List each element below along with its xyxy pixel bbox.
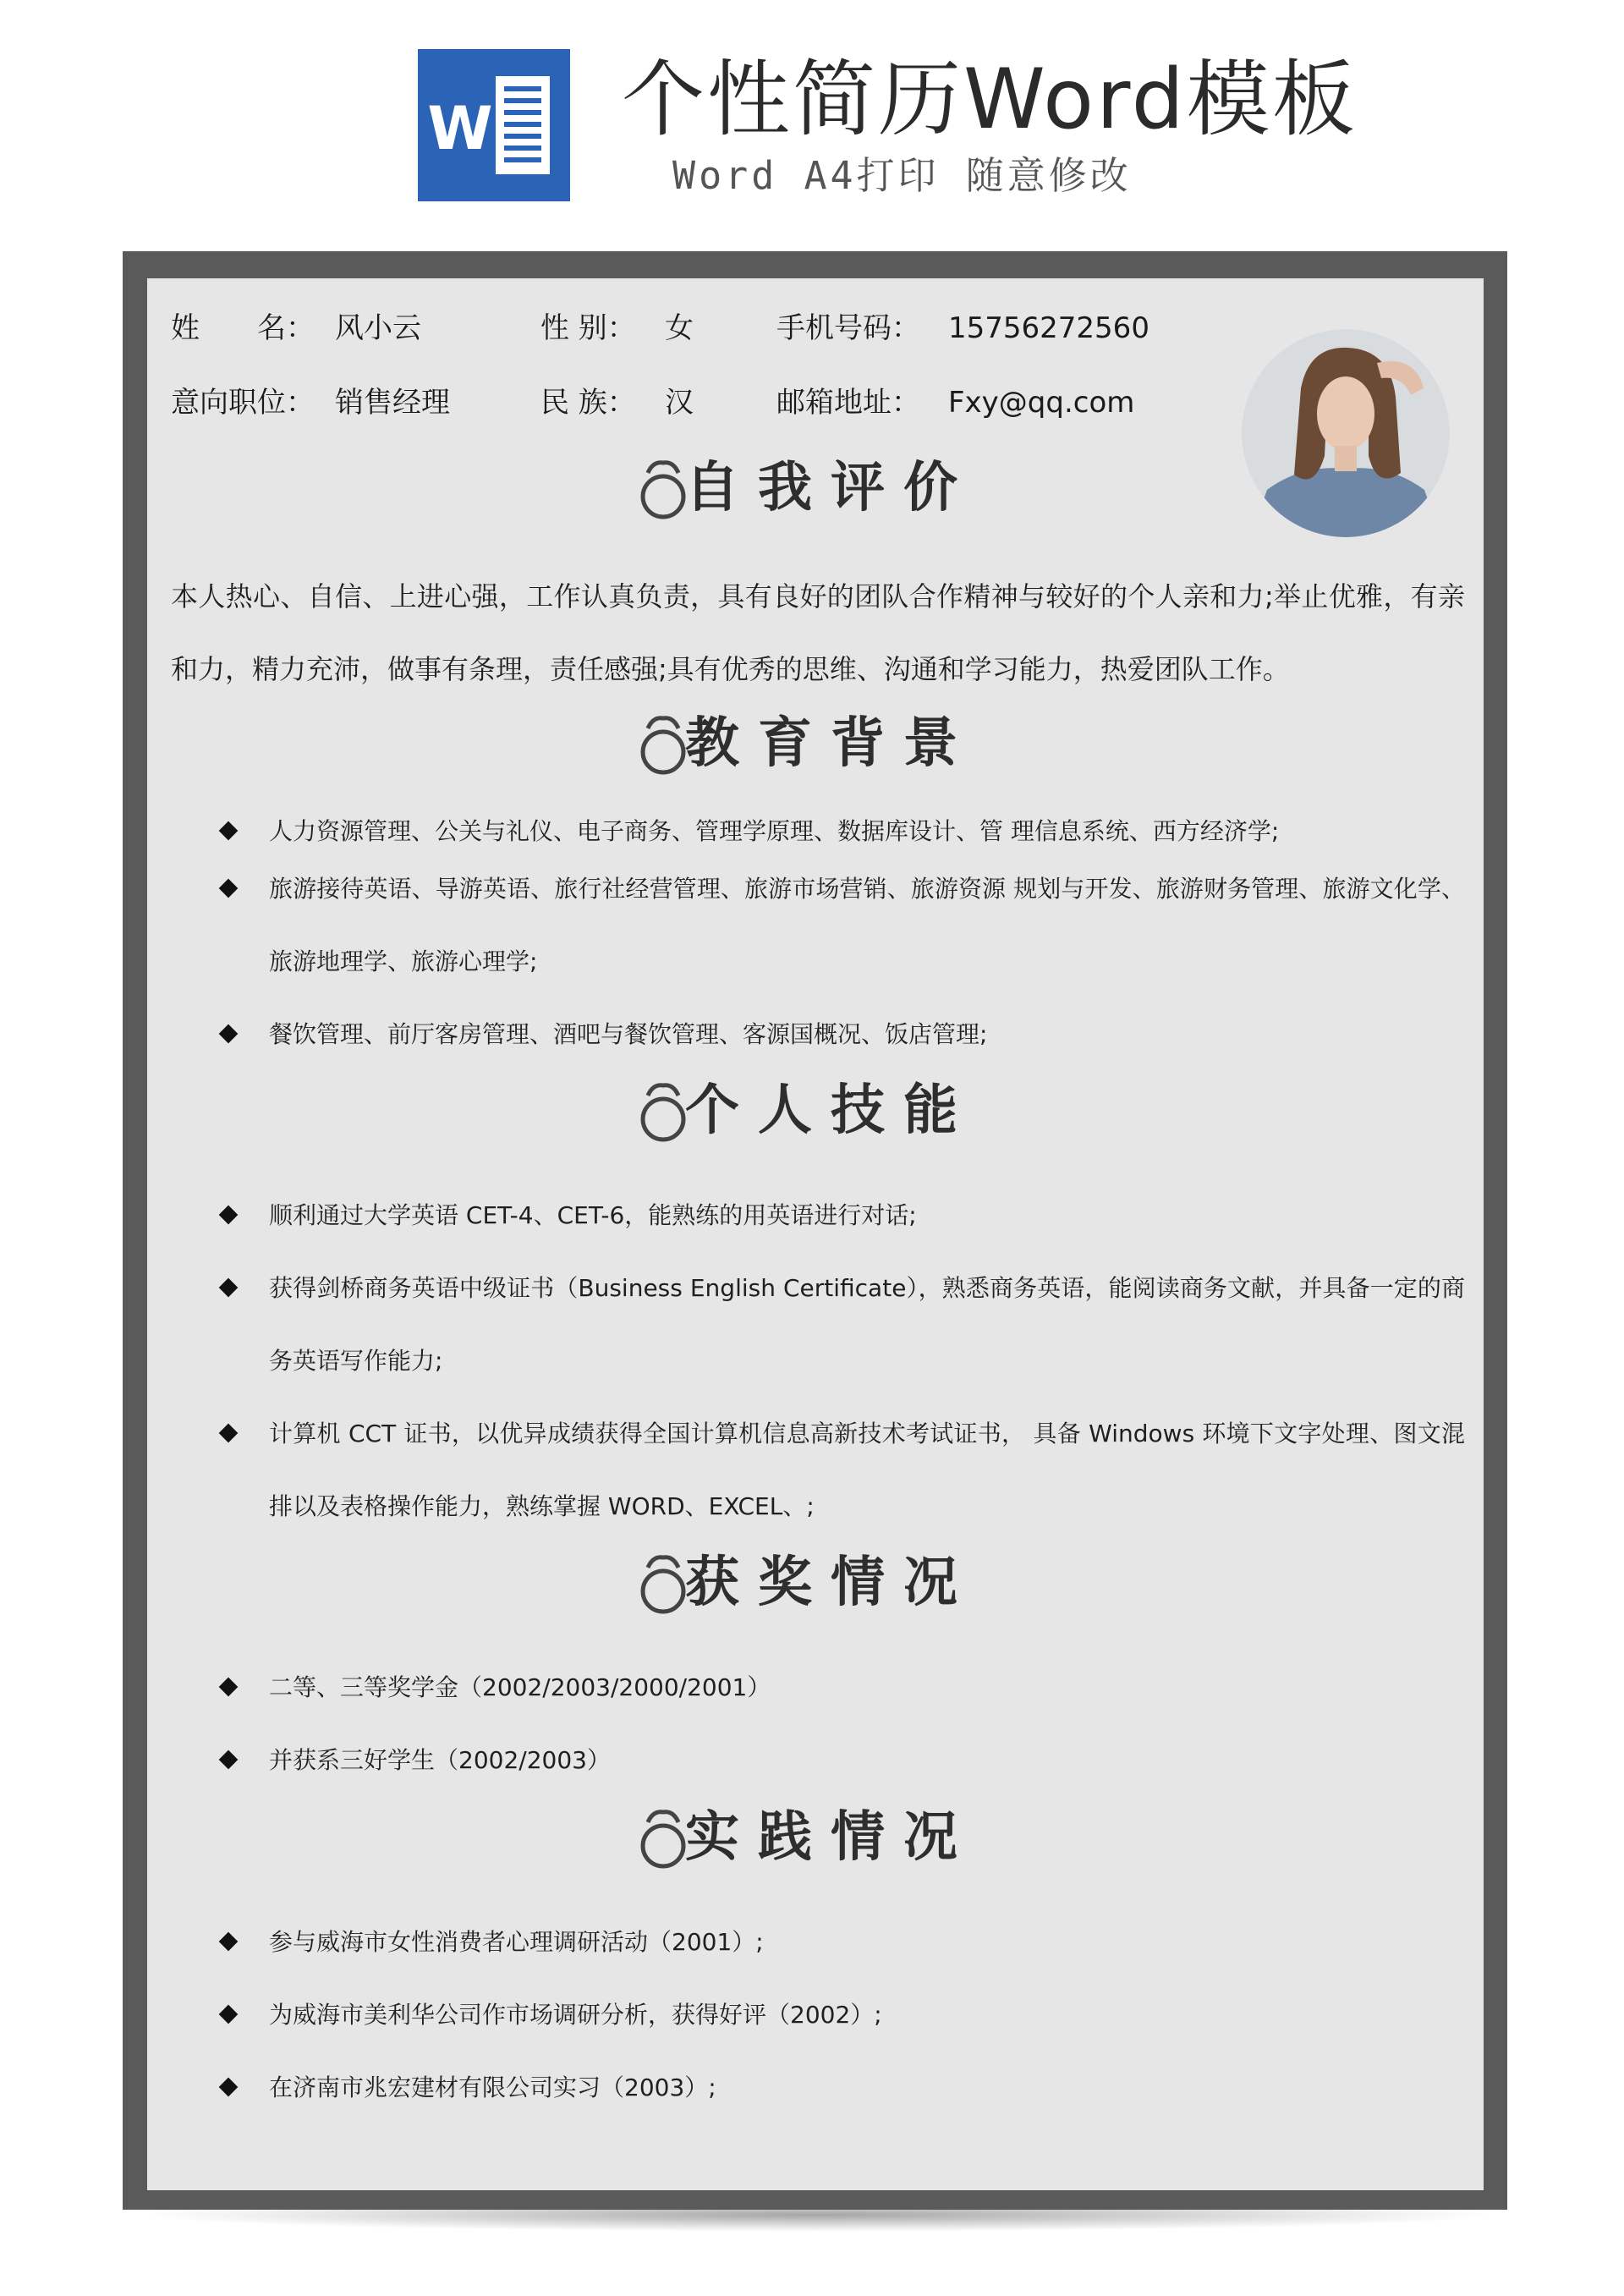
- bullet-diamond-icon: [219, 821, 239, 841]
- resume-page: [147, 278, 1484, 2190]
- info-row-2: [147, 382, 1204, 424]
- ring-icon: [638, 711, 689, 779]
- list-item-text: 在济南市兆宏建材有限公司实习（2003）;: [269, 2074, 716, 2101]
- position-value: 销售经理: [335, 386, 450, 420]
- position-label: 意向职位：: [171, 386, 315, 420]
- bullet-diamond-icon: [219, 1678, 239, 1697]
- ethnicity-label: 民 族：: [540, 386, 636, 420]
- list-item-text: 旅游接待英语、导游英语、旅行社经营管理、旅游市场营销、旅游资源 规划与开发、旅游财务管理、旅游文化学、旅游地理学、旅游心理学;: [269, 875, 1465, 975]
- self-eval-text: 本人热心、自信、上进心强，工作认真负责，具有良好的团队合作精神与较好的个人亲和力;举止优雅，有亲和力，精力充沛，做事有条理，责任感强;具有优秀的思维、沟通和学习能力，热爱团队工作。: [171, 580, 1465, 685]
- bullet-diamond-icon: [219, 1932, 239, 1952]
- ring-icon: [638, 1551, 689, 1618]
- list-item-text: 获得剑桥商务英语中级证书（Business English Certificate），熟悉商务英语，能阅读商务文献，并具备一定的商务英语写作能力;: [269, 1274, 1465, 1375]
- gender-value: 女: [665, 311, 694, 345]
- list-item-text: 参与威海市女性消费者心理调研活动（2001）;: [269, 1928, 764, 1956]
- skills-heading: 个人技能: [685, 1079, 976, 1142]
- bullet-diamond-icon: [219, 2078, 239, 2097]
- bullet-diamond-icon: [219, 1206, 239, 1225]
- list-item-text: 餐饮管理、前厅客房管理、酒吧与餐饮管理、客源国概况、饭店管理;: [269, 1020, 988, 1048]
- name-value: 风小云: [335, 311, 421, 345]
- bullet-diamond-icon: [219, 1024, 239, 1044]
- ring-icon: [638, 1805, 689, 1873]
- list-item-text: 二等、三等奖学金（2002/2003/2000/2001）: [269, 1673, 771, 1701]
- gender-label: 性 别：: [540, 311, 636, 345]
- list-item-text: 为威海市美利华公司作市场调研分析，获得好评（2002）;: [269, 2001, 882, 2029]
- name-label: 姓 名：: [171, 311, 315, 345]
- awards-heading: 获奖情况: [685, 1551, 976, 1614]
- email-value: Fxy@qq.com: [948, 386, 1135, 420]
- bullet-diamond-icon: [219, 879, 239, 898]
- info-row-1: [147, 307, 1204, 349]
- page-header: [0, 0, 1624, 245]
- bullet-diamond-icon: [219, 1750, 239, 1770]
- education-heading: 教育背景: [685, 711, 976, 775]
- list-item-text: 计算机 CCT 证书，以优异成绩获得全国计算机信息高新技术考试证书， 具备 Windows 环境下文字处理、图文混排以及表格操作能力，熟练掌握 WORD、EXCEL、;: [269, 1420, 1465, 1520]
- ring-icon: [638, 1079, 689, 1146]
- bullet-diamond-icon: [219, 1424, 239, 1443]
- email-label: 邮箱地址：: [776, 386, 920, 420]
- phone-label: 手机号码：: [776, 311, 920, 345]
- word-logo-letter: W: [427, 94, 493, 163]
- list-item-text: 并获系三好学生（2002/2003）: [269, 1746, 611, 1774]
- self-eval-heading: 自我评价: [685, 456, 976, 519]
- ring-icon: [638, 456, 689, 524]
- list-item-text: 人力资源管理、公关与礼仪、电子商务、管理学原理、数据库设计、管 理信息系统、西方经济学;: [269, 817, 1280, 845]
- bullet-diamond-icon: [219, 2005, 239, 2024]
- word-logo-icon: [418, 49, 570, 201]
- ethnicity-value: 汉: [665, 386, 694, 420]
- practice-heading: 实践情况: [685, 1805, 976, 1869]
- page-subtitle: Word A4打印 随意修改: [672, 153, 1132, 198]
- phone-value: 15756272560: [948, 311, 1149, 345]
- profile-photo: [1242, 329, 1450, 537]
- bullet-diamond-icon: [219, 1278, 239, 1298]
- list-item-text: 顺利通过大学英语 CET-4、CET-6，能熟练的用英语进行对话;: [269, 1201, 917, 1229]
- page-title: 个性简历Word模板: [622, 52, 1358, 148]
